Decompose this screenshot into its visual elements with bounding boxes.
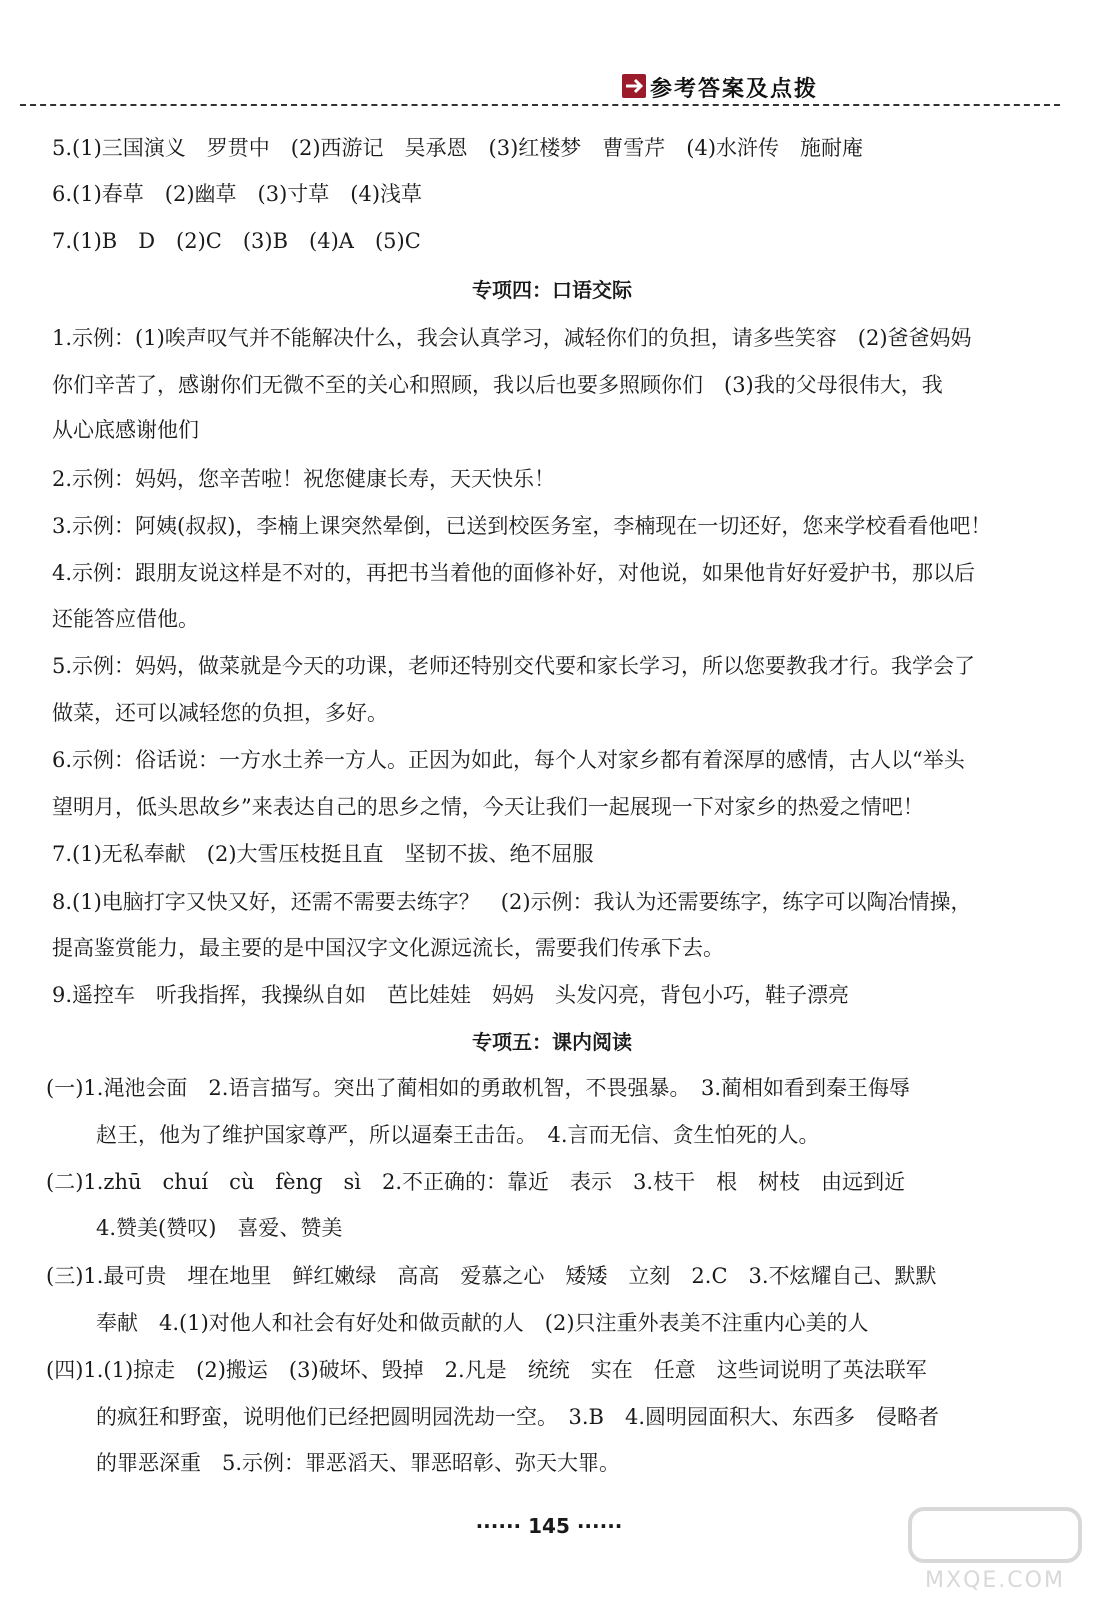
answer-line: 从心底感谢他们 (52, 418, 199, 442)
answer-line: (三)1.最可贵 埋在地里 鲜红嫩绿 高高 爱慕之心 矮矮 立刻 2.C 3.不炫耀自己、默默 (46, 1264, 937, 1288)
section-title: 专项四：口语交际 (472, 278, 632, 302)
page-header (0, 0, 1098, 110)
header-title: 参考答案及点拨 (650, 77, 819, 102)
answer-line: 赵王，他为了维护国家尊严，所以逼秦王击缶。 4.言而无信、贪生怕死的人。 (96, 1123, 820, 1147)
answer-line: 做菜，还可以减轻您的负担，多好。 (52, 701, 388, 725)
answer-line: 奉献 4.(1)对他人和社会有好处和做贡献的人 (2)只注重外表美不注重内心美的人 (96, 1311, 869, 1335)
answer-line: 提高鉴赏能力，最主要的是中国汉字文化源远流长，需要我们传承下去。 (52, 936, 724, 960)
arrow-right-icon (622, 74, 646, 98)
answer-line: 的疯狂和野蛮，说明他们已经把圆明园洗劫一空。 3.B 4.圆明园面积大、东西多 侵略者 (96, 1405, 940, 1429)
answer-line: 2.示例：妈妈，您辛苦啦！祝您健康长寿，天天快乐！ (52, 467, 556, 491)
answer-line: 5.(1)三国演义 罗贯中 (2)西游记 吴承恩 (3)红楼梦 曹雪芹 (4)水浒传 施耐庵 (52, 136, 864, 160)
header-divider (20, 104, 1060, 106)
answer-line: 8.(1)电脑打字又快又好，还需不需要去练字？ (2)示例：我认为还需要练字，练字可以陶冶情操， (52, 890, 972, 914)
answer-line: 望明月，低头思故乡”来表达自己的思乡之情，今天让我们一起展现一下对家乡的热爱之情吧！ (52, 795, 924, 819)
answer-line: 9.遥控车 听我指挥，我操纵自如 芭比娃娃 妈妈 头发闪亮，背包小巧，鞋子漂亮 (52, 983, 850, 1007)
answer-line: 6.(1)春草 (2)幽草 (3)寸草 (4)浅草 (52, 182, 423, 206)
section-title: 专项五：课内阅读 (472, 1030, 632, 1054)
answer-line: 6.示例：俗话说：一方水土养一方人。正因为如此，每个人对家乡都有着深厚的感情，古人以“举头 (52, 748, 965, 772)
answer-line: 你们辛苦了，感谢你们无微不至的关心和照顾，我以后也要多照顾你们 (3)我的父母很伟大，我 (52, 373, 943, 397)
answer-line: 7.(1)B D (2)C (3)B (4)A (5)C (52, 229, 421, 253)
answer-line: 的罪恶深重 5.示例：罪恶滔天、罪恶昭彰、弥天大罪。 (96, 1451, 621, 1475)
answer-line: 5.示例：妈妈，做菜就是今天的功课，老师还特别交代要和家长学习，所以您要教我才行。我学会了 (52, 654, 976, 678)
watermark-logo (900, 1505, 1090, 1595)
answer-line: 1.示例：(1)唉声叹气并不能解决什么，我会认真学习，减轻你们的负担，请多些笑容 (2)爸爸妈妈 (52, 326, 972, 350)
answer-line: 4.示例：跟朋友说这样是不对的，再把书当着他的面修补好，对他说，如果他肯好好爱护书，那以后 (52, 561, 976, 585)
answer-line: 4.赞美(赞叹) 喜爱、赞美 (96, 1216, 343, 1240)
answer-line: (一)1.渑池会面 2.语言描写。突出了蔺相如的勇敢机智，不畏强暴。 3.蔺相如看到秦王侮辱 (46, 1076, 910, 1100)
page-number: ······ 145 ······ (475, 1514, 623, 1538)
svg-text:MXQE.COM: MXQE.COM (925, 1568, 1065, 1593)
answer-line: (四)1.(1)掠走 (2)搬运 (3)破坏、毁掉 2.凡是 统统 实在 任意 这些词说明了英法联军 (46, 1358, 927, 1382)
answer-line: 还能答应借他。 (52, 607, 199, 631)
answer-line: 7.(1)无私奉献 (2)大雪压枝挺且直 坚韧不拔、绝不屈服 (52, 842, 594, 866)
answer-line: 3.示例：阿姨(叔叔)，李楠上课突然晕倒，已送到校医务室，李楠现在一切还好，您来学校看看他吧！ (52, 514, 992, 538)
answer-line: (二)1.zhū chuí cù fèng sì 2.不正确的：靠近 表示 3.枝干 根 树枝 由远到近 (46, 1170, 906, 1194)
